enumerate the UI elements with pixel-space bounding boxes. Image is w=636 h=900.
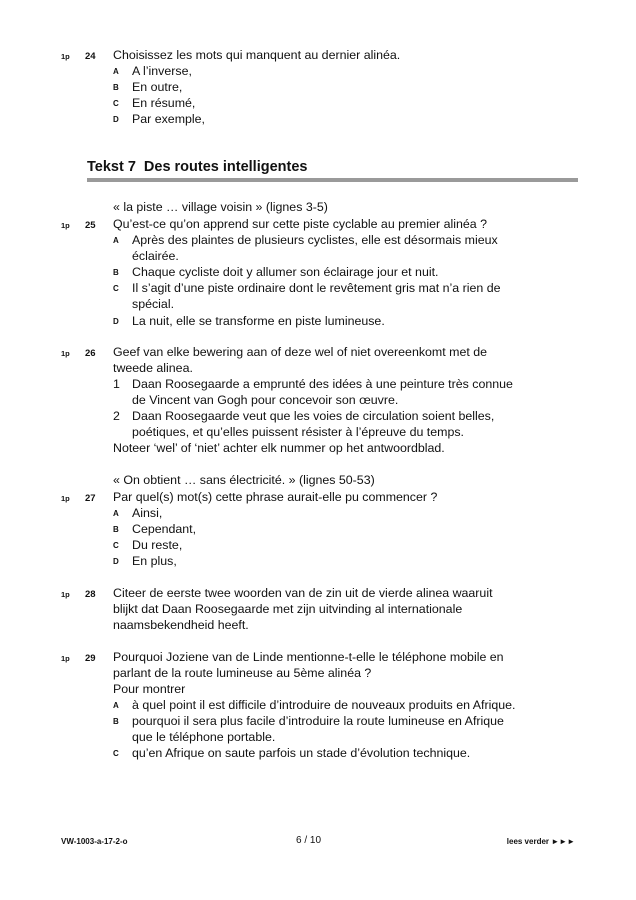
option-text: En plus,	[132, 554, 177, 568]
option-text: En outre,	[132, 80, 183, 94]
option-letter: A	[113, 701, 119, 710]
points-label: 1p	[61, 349, 70, 358]
question-number: 25	[85, 220, 96, 231]
answer-instruction: Noteer ‘wel’ of ‘niet’ achter elk nummer op het antwoordblad.	[113, 441, 445, 455]
option-letter: D	[113, 557, 119, 566]
question-number: 27	[85, 493, 96, 504]
option-text: La nuit, elle se transforme en piste lumineuse.	[132, 314, 385, 328]
option-text: pourquoi il sera plus facile d’introduire la route lumineuse en Afrique	[132, 714, 504, 728]
option-text: Il s’agit d’une piste ordinaire dont le revêtement gris mat n’a rien de	[132, 281, 501, 295]
option-text: Chaque cycliste doit y allumer son éclairage jour et nuit.	[132, 265, 439, 279]
question-stem: naamsbekendheid heeft.	[113, 618, 249, 632]
section-heading: Des routes intelligentes	[143, 159, 308, 175]
option-letter: D	[113, 115, 119, 124]
option-letter: B	[113, 268, 119, 277]
option-text: éclairée.	[132, 249, 179, 263]
option-text: Après des plaintes de plusieurs cyclistes, elle est désormais mieux	[132, 233, 498, 247]
question-stem: parlant de la route lumineuse au 5ème alinéa ?	[113, 666, 372, 680]
option-letter: C	[113, 99, 119, 108]
option-letter: B	[113, 83, 119, 92]
statement-text: poétiques, et qu’elles puissent résister à l’épreuve du temps.	[132, 425, 464, 439]
text-reference: « On obtient … sans électricité. » (lignes 50-53)	[113, 473, 375, 487]
continue-label: lees verder ►►►	[506, 837, 575, 846]
option-letter: B	[113, 717, 119, 726]
question-number: 28	[85, 589, 96, 600]
section-label: Tekst 7	[87, 159, 136, 175]
statement-text: de Vincent van Gogh pour concevoir son œuvre.	[132, 393, 399, 407]
question-stem: Pour montrer	[113, 682, 186, 696]
option-letter: B	[113, 525, 119, 534]
question-number: 24	[85, 51, 96, 62]
points-label: 1p	[61, 52, 70, 61]
option-letter: C	[113, 284, 119, 293]
question-stem: Pourquoi Joziene van de Linde mentionne-t-elle le téléphone mobile en	[113, 650, 504, 664]
section-divider	[87, 178, 578, 182]
option-text: qu’en Afrique on saute parfois un stade d’évolution technique.	[132, 746, 471, 760]
option-text: Du reste,	[132, 538, 183, 552]
statement-number: 1	[113, 377, 120, 391]
question-stem: Par quel(s) mot(s) cette phrase aurait-elle pu commencer ?	[113, 490, 438, 504]
question-stem: tweede alinea.	[113, 361, 193, 375]
exam-code: VW-1003-a-17-2-o	[61, 837, 128, 846]
option-letter: A	[113, 509, 119, 518]
option-text: Ainsi,	[132, 506, 163, 520]
question-stem: blijkt dat Daan Roosegaarde met zijn uitvinding al internationale	[113, 602, 463, 616]
points-label: 1p	[61, 590, 70, 599]
question-number: 26	[85, 348, 96, 359]
statement-text: Daan Roosegaarde a emprunté des idées à une peinture très connue	[132, 377, 513, 391]
option-text: spécial.	[132, 297, 175, 311]
section-title	[87, 159, 307, 175]
points-label: 1p	[61, 654, 70, 663]
option-text: Par exemple,	[132, 112, 206, 126]
points-label: 1p	[61, 221, 70, 230]
statement-number: 2	[113, 409, 120, 423]
question-number: 29	[85, 653, 96, 664]
text-reference: « la piste … village voisin » (lignes 3-5)	[113, 200, 328, 214]
option-text: A l’inverse,	[132, 64, 192, 78]
option-letter: C	[113, 749, 119, 758]
question-stem: Qu’est-ce qu’on apprend sur cette piste cyclable au premier alinéa ?	[113, 217, 487, 231]
points-label: 1p	[61, 494, 70, 503]
option-letter: D	[113, 317, 119, 326]
statement-text: Daan Roosegaarde veut que les voies de circulation soient belles,	[132, 409, 495, 423]
option-text: à quel point il est difficile d’introduire de nouveaux produits en Afrique.	[132, 698, 516, 712]
question-stem: Citeer de eerste twee woorden van de zin uit de vierde alinea waaruit	[113, 586, 493, 600]
question-stem: Choisissez les mots qui manquent au dernier alinéa.	[113, 48, 401, 62]
option-letter: A	[113, 67, 119, 76]
option-text: que le téléphone portable.	[132, 730, 276, 744]
option-letter: C	[113, 541, 119, 550]
option-text: En résumé,	[132, 96, 196, 110]
option-text: Cependant,	[132, 522, 197, 536]
page-number: 6 / 10	[296, 835, 322, 846]
option-letter: A	[113, 236, 119, 245]
question-stem: Geef van elke bewering aan of deze wel of niet overeenkomt met de	[113, 345, 488, 359]
